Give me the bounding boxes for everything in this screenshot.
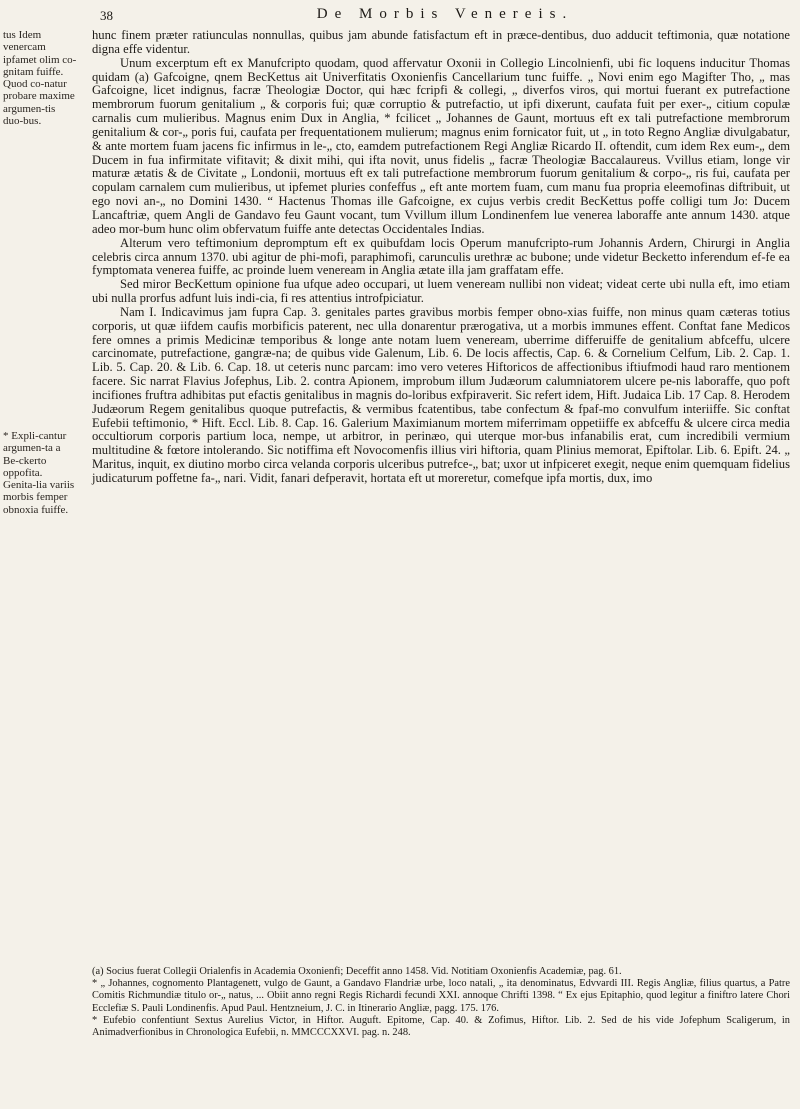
running-title: De Morbis Venereis. xyxy=(316,6,574,22)
margin-note-2: * Expli-cantur argumen-ta a Be-ckerto oppofita. Genita-lia variis morbis femper obnoxia fuiffe. xyxy=(3,430,75,516)
main-text xyxy=(92,29,790,486)
paragraph: Alterum vero teftimonium depromptum eft ex quibufdam locis Operum manufcripto-rum Johannis Ardern, Chirurgi in Anglia celebris circa annum 1370. ubi agitur de phi-mofi, paraphimofi, carunculis urethræ ac bubone; unde videtur Becketto inferendum ef-fe ea fymptomata venerea fuiffe, ac proinde luem veneream in Anglia ætate illa jam graffatam effe. xyxy=(92,235,790,278)
footnote: * Eufebio confentiunt Sextus Aurelius Victor, in Hiftor. Auguft. Epitome, Cap. 40. & Zofimus, Hiftor. Lib. 2. Sed de his vide Jofephum Scaligerum, in Animadverfionibus in Chronologica Eufebii, n. MMCCCXXVI. pag. n. 248. xyxy=(92,1014,790,1039)
footnote: (a) Socius fuerat Collegii Orialenfis in Academia Oxonienfi; Deceffit anno 1458. Vid. Notitiam Oxonienfis Academiæ, pag. 61. xyxy=(92,966,622,977)
page-number: 38 xyxy=(100,8,113,23)
footnote: * „ Johannes, cognomento Plantagenett, vulgo de Gaunt, a Gandavo Flandriæ urbe, loco natali, „ ita denominatus, Edvvardi III. Regis Angliæ, filius quartus, a Patre Comitis Richmundiæ titulo or-„ natus, ... Obiit anno regni Regis Richardi fecundi XXI. annoque Chrifti 1398. “ Ex ejus Epitaphio, quod legitur a finiftro latere Chori Ecclefiæ S. Pauli Londinenfis. Apud Paul. Hentzneium, J. C. in Itinerario Angliæ, pagg. 175. 176. xyxy=(92,978,790,1014)
page-header xyxy=(100,6,790,28)
paragraph: Nam I. Indicavimus jam fupra Cap. 3. genitales partes gravibus morbis femper obno-xias fuiffe, non minus quam cæteras totius corporis, ut quæ iifdem caufis morbificis paterent, nec ulla donarentur prærogativa, ut a morbis immunes effent. Conftat fane Medicos fere omnes a primis Medicinæ temporibus & longe ante notam luem veneream, uberrime differuiffe de genitalium abfceffu, ulcere carcinomate, putrefactione, gangræ-na; de quibus vide Galenum, Lib. 6. De locis affectis, Cap. 6. & Cornelium Celfum, Lib. 2. Cap. 1. Lib. 5. Cap. 20. & Lib. 6. Cap. 18. ut ceteris nunc parcam: imo vero veteres Hiftoricos de affectionibus iftiufmodi haud raro mentionem facere. Sic narrat Flavius Jofephus, Lib. 2. contra Apionem, improbum illum Judæorum calumniatorem ulcere pe-nis laboraffe, quo poft incifiones fruftra adhibitas put efactis genitalibus in magnis do-loribus exfpiraverit. Sic refert idem, Hift. Judaica Lib. 17 Cap. 8. Herodem Judæorum Regem genitalibus quoque putrefactis, & vermibus fcatentibus, tabe confectum & fpaf-mo convulfum interiiffe. Sic conftat Eufebii teftimonio, * Hift. Eccl. Lib. 8. Cap. 16. Galerium Maximianum mortem miferrimam oppetiiffe ex abfceffu & ulcere circa media occultiorum corporis partium loca, nempe, ut arbitror, in perinæo, qui uterque mor-bus infanabilis erat, cum incredibili vermium multitudine & fœtore intolerando. Sic notiffima eft Novocomenfis illius viri hiftoria, quam Plinius memorat, Epiftolar. Lib. 6. Epift. 24. „ Maritus, inquit, ex diutino morbo circa velanda corporis ulceribus putrefce-„ bat; uxor ut infpiceret exegit, neque enim quemquam fidelius judicaturum poffetne fa-„ nari. Vidit, fanari defperavit, hortata eft ut moreretur, comefque ipfa mortis, dux, imo xyxy=(92,304,790,485)
margin-note-1: tus Idem venercam ipfamet olim co-gnitam fuiffe. Quod co-natur probare maxime argumen-tis duo-bus. xyxy=(3,29,77,128)
paragraph: hunc finem præter ratiunculas nonnullas, quibus jam abunde fatisfactum eft in præce-dentibus, duo adducit teftimonia, quæ notatione digna effe videntur. xyxy=(92,28,790,56)
footnotes xyxy=(92,966,790,1039)
paragraph: Sed miror BecKettum opinione fua ufque adeo occupari, ut luem veneream nullibi non videat; videat certe ubi nulla eft, imo etiam ubi nulla prorfus adfunt luis indi-cia, fi res attentius introfpiciatur. xyxy=(92,277,790,306)
paragraph: Unum excerptum eft ex Manufcripto quodam, quod affervatur Oxonii in Collegio Lincolnienfi, ubi fic loquens inducitur Thomas quidam (a) Gafcoigne, qnem BecKettus ait Univerfitatis Oxonienfis Cancellarium tunc fuiffe. „ Novi enim ego Magifter Tho, „ mas Gafcoigne, licet indignus, facræ Theologiæ Doctor, qui hæc fcripfi & collegi, „ diverfos viros, qui mortui fuerant ex putrefactione membrorum fuorum genitalium „ & corporis fui; quæ corruptio & putrefactio, ut ipfi dixerunt, caufata fuit per exer-„ citium copulæ carnalis cum mulieribus. Magnus enim Dux in Anglia, * fcilicet „ Johannes de Gaunt, mortuus eft ex tali putrefactione membrorum genitalium & cor-„ poris fui, caufata per frequentationem mulierum; magnus enim fornicator fuit, ut „ in toto Regno Angliæ divulgabatur, & ante mortem fuam jacens fic infirmus in le-„ cto, eamdem putrefactionem Regi Angliæ Ricardo II. oftendit, cum idem Rex eum-„ dem Ducem in fua infirmitate vifitavit; & dixit mihi, qui ifta novit, unus fidelis „ facræ Theologiæ Baccalaureus. Vvillus etiam, longe vir maturæ ætatis & de Civitate „ Londonii, mortuus eft ex tali putrefactione membrorum fuorum genitalium & corpo-„ ris fui, caufata per copulam carnalem cum mulieribus, ut ipfemet pluries confeffus „ eft ante mortem fuam, cum manu fua propria eleemofinas diftribuit, ut ego novi an-„ no Domini 1430. “ Hactenus Thomas ille Gafcoigne, ex cujus verbis credit BecKettus poffe colligi tum Jo: Ducem Lancaftriæ, quem Angli de Gandavo feu Gaunt vocant, tum Vvillum illum Londinenfem lue venerea laboraffe ante annum 1430. atque adeo mor-bum hunc olim obfervatum fuiffe ante detectas Occidentales Indias. xyxy=(92,55,790,236)
